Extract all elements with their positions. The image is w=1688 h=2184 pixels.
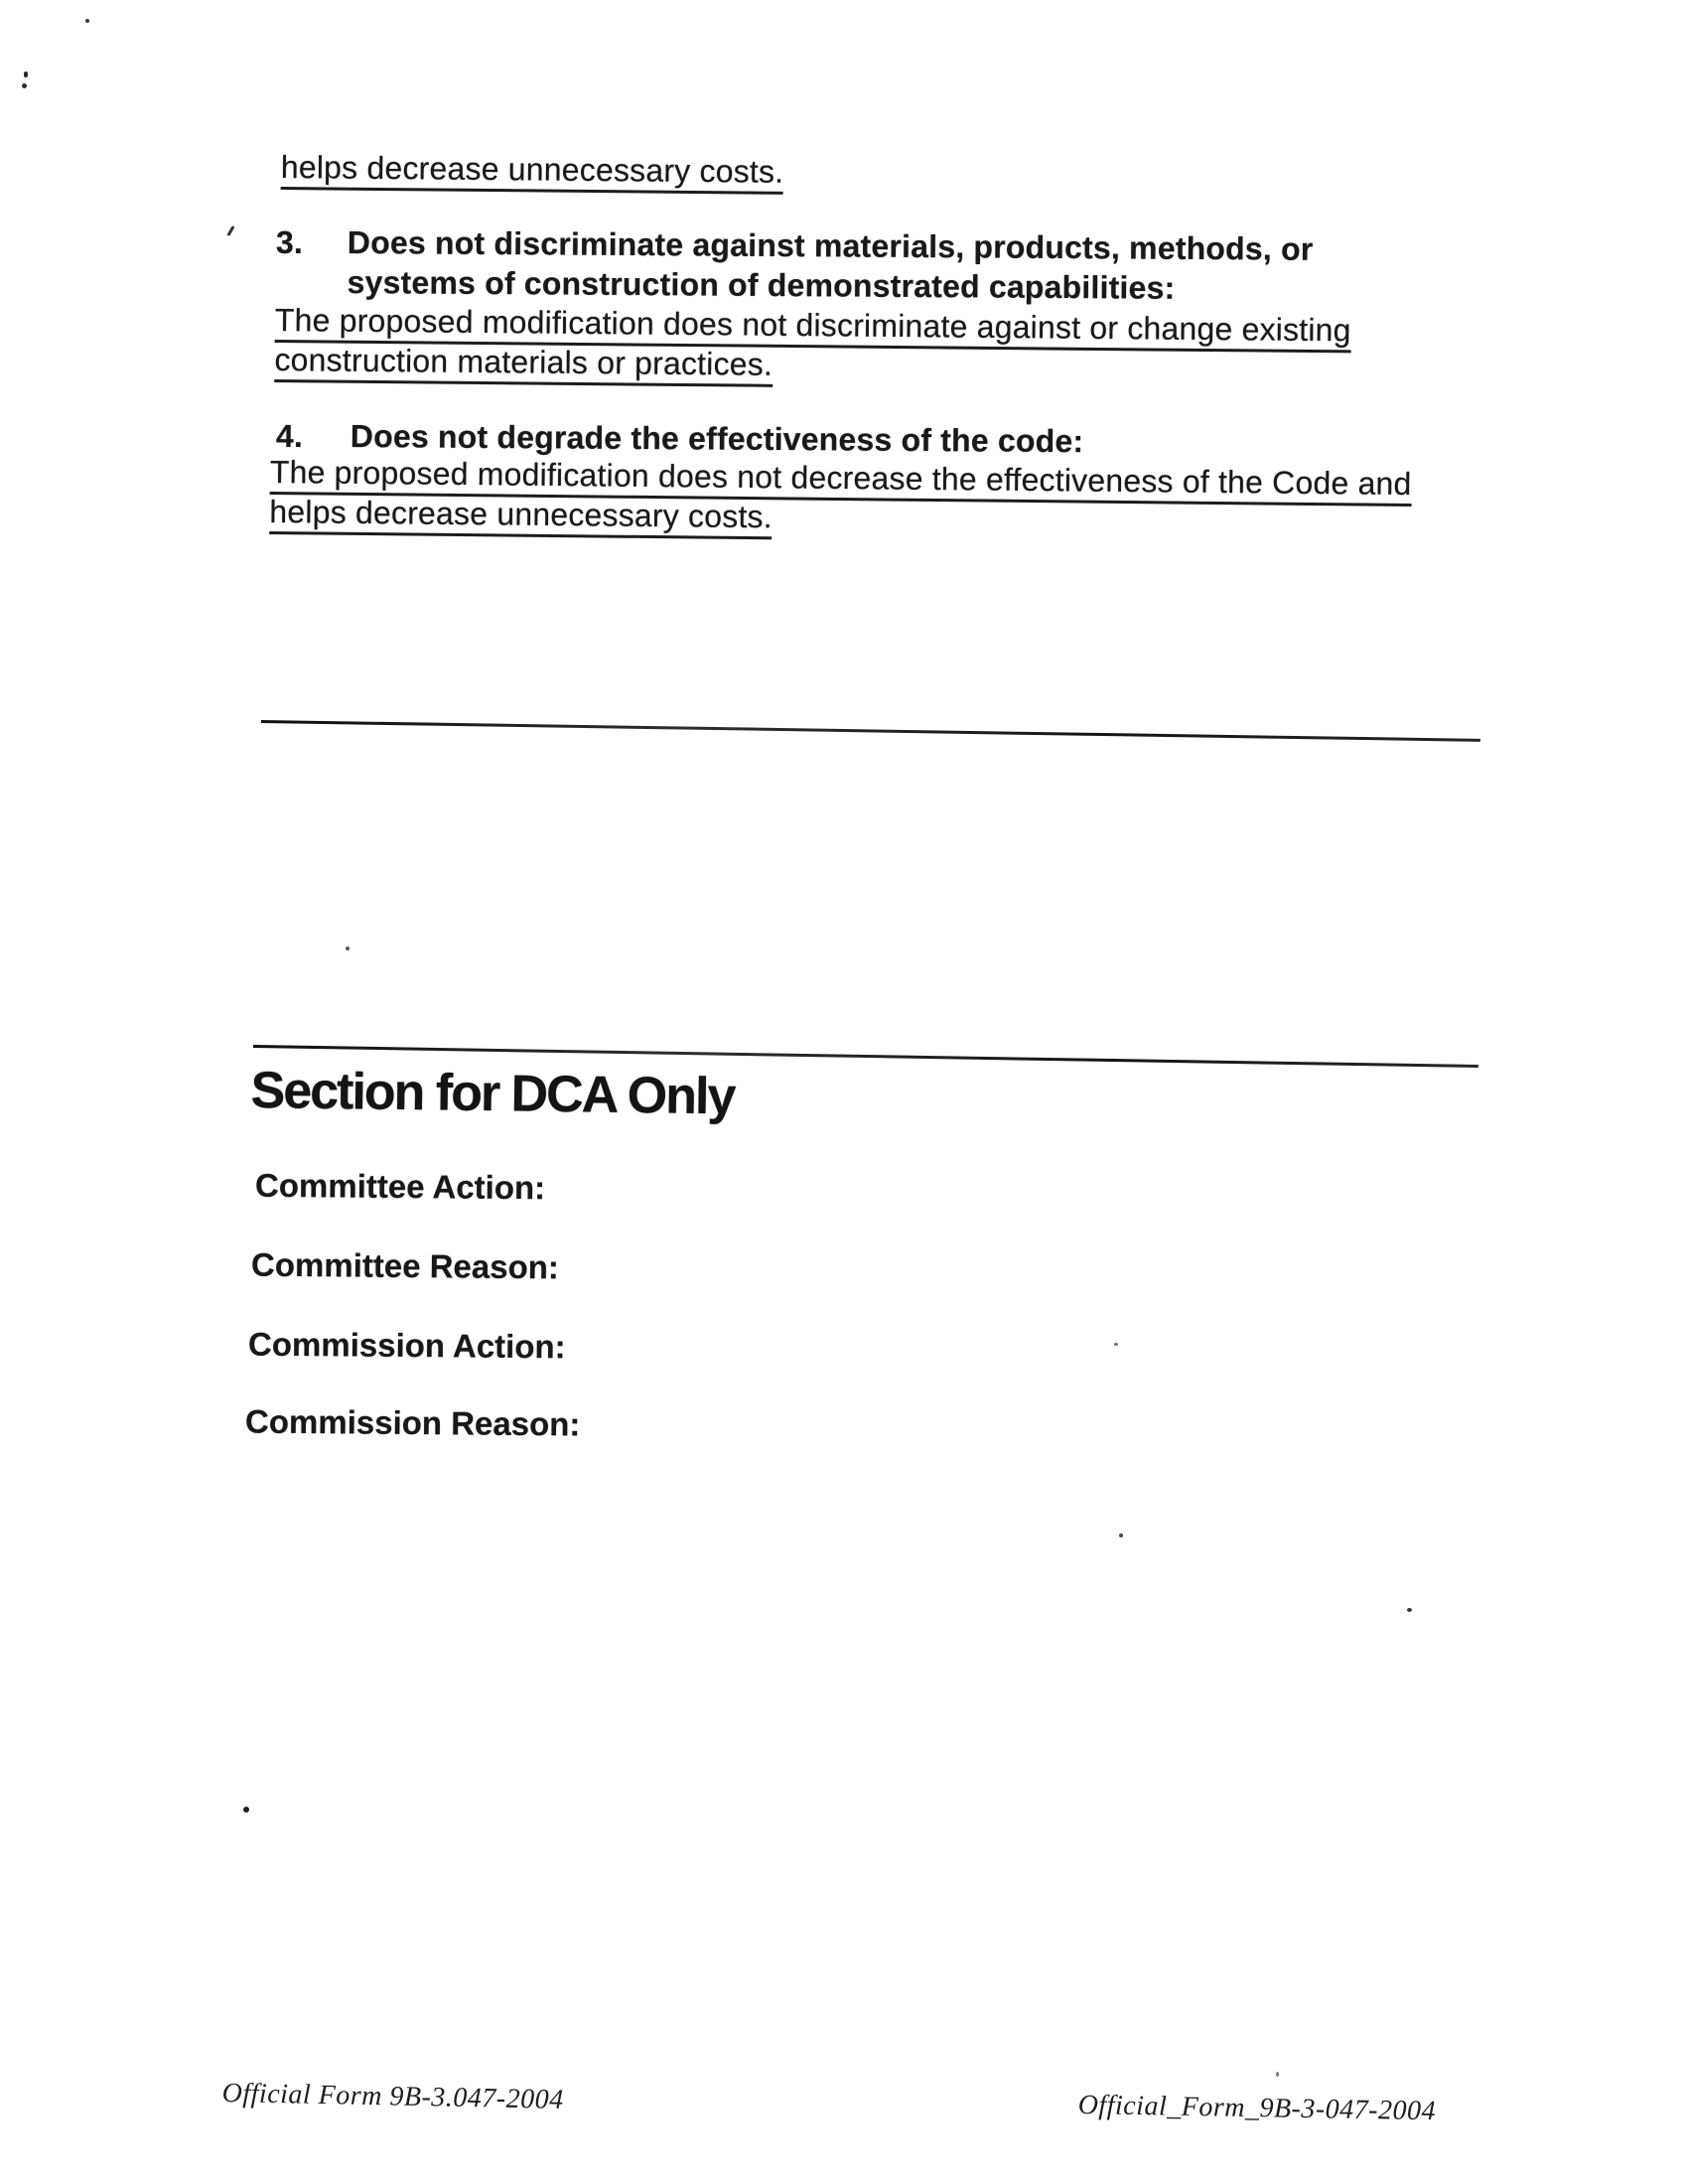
item-4-body-line-2: helps decrease unnecessary costs. <box>269 496 773 539</box>
item-3-heading-line-1: Does not discriminate against materials, products, methods, or <box>347 223 1314 267</box>
scan-speck <box>22 83 27 88</box>
field-label-commission-action: Commission Action: <box>247 1325 566 1366</box>
item-4-heading <box>351 416 1084 461</box>
dca-section-title: Section for DCA Only <box>250 1061 735 1126</box>
scan-speck <box>243 1807 249 1813</box>
field-label-committee-action: Committee Action: <box>254 1166 546 1207</box>
scan-speck <box>346 946 350 950</box>
scan-speck <box>1407 1608 1412 1612</box>
scan-speck <box>1276 2072 1279 2077</box>
item-4-body <box>269 456 1412 547</box>
scan-speck <box>24 72 28 77</box>
field-label-commission-reason: Commission Reason: <box>244 1402 581 1443</box>
item-3-body <box>274 304 1351 393</box>
scan-speck <box>1119 1533 1123 1537</box>
item-4-number: 4. <box>275 417 304 455</box>
scan-speck <box>226 225 234 236</box>
item-3-number: 3. <box>275 223 304 261</box>
underlined-text-line: helps decrease unnecessary costs. <box>281 151 784 195</box>
scan-speck <box>85 19 89 23</box>
item-4-body-line-1: The proposed modification does not decrease the effectiveness of the Code and <box>270 456 1412 507</box>
item-3-heading-line-2: systems of construction of demonstrated capabilities: <box>347 263 1176 306</box>
field-label-committee-reason: Committee Reason: <box>250 1245 560 1286</box>
intro-carryover-line <box>281 151 784 196</box>
item-4-heading-line-1: Does not degrade the effectiveness of the code: <box>350 417 1084 460</box>
item-3-body-line-1: The proposed modification does not discriminate against or change existing <box>275 304 1351 353</box>
section-divider-rule <box>261 720 1480 742</box>
item-3-body-line-2: construction materials or practices. <box>274 344 773 387</box>
item-3-heading <box>347 222 1313 309</box>
footer-form-number-left: Official Form 9B-3.047-2004 <box>221 2078 564 2115</box>
footer-form-number-right: Official_Form_9B-3-047-2004 <box>1077 2090 1437 2127</box>
scan-speck <box>1114 1343 1118 1346</box>
